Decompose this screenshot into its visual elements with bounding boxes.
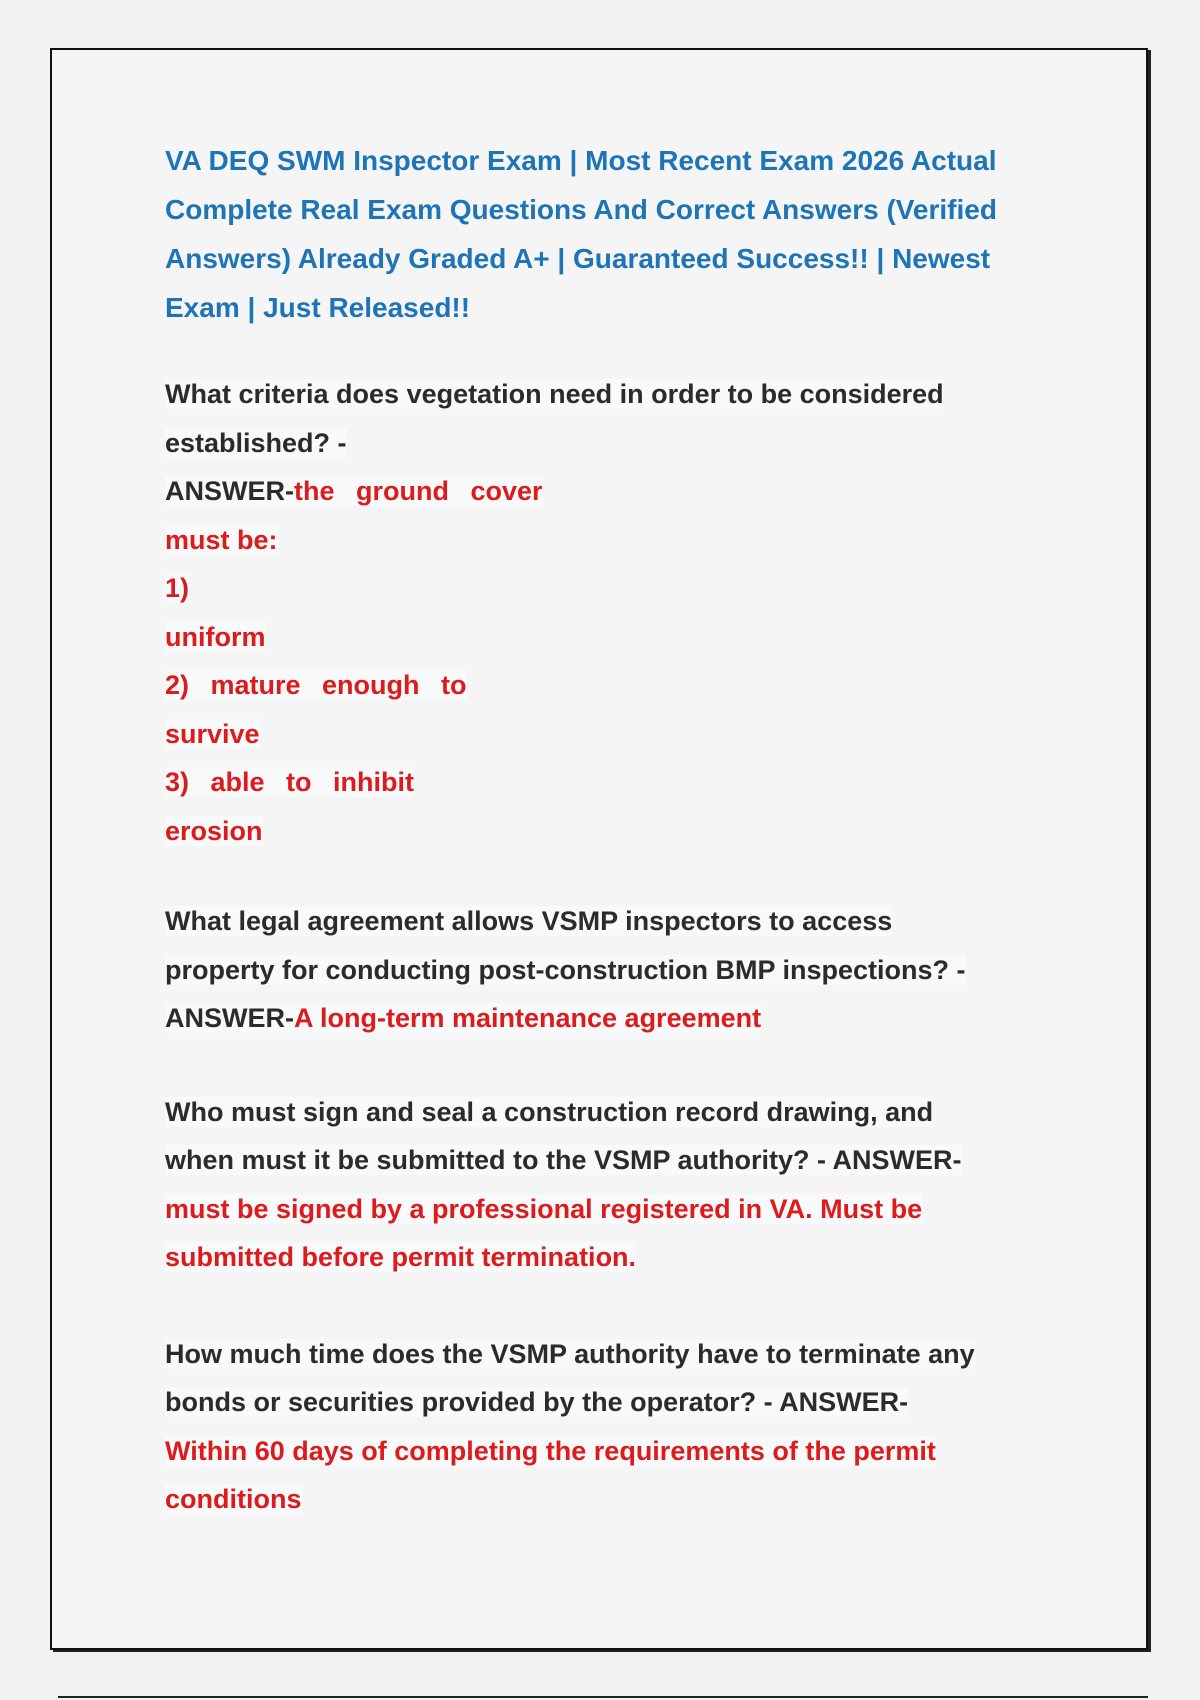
answer-label: ANSWER- — [165, 1003, 294, 1033]
answer-line: 1) — [165, 573, 190, 603]
answer-line: uniform — [165, 621, 266, 652]
title-line-2: Complete Real Exam Questions And Correct Answers (Verified — [165, 194, 997, 225]
next-page-edge — [58, 1696, 1148, 1698]
question-line: property for conducting post-construction BMP inspections? - — [165, 954, 966, 985]
qa-item-vegetation-criteria — [165, 370, 1045, 855]
answer-text: A long-term maintenance agreement — [294, 1003, 762, 1033]
question-line: How much time does the VSMP authority have to terminate any — [165, 1338, 975, 1369]
question-line: What criteria does vegetation need in order to be considered — [165, 379, 944, 409]
qa-item-bond-termination — [165, 1330, 1045, 1524]
question-line: when must it be submitted to the VSMP authority? - ANSWER- — [165, 1145, 962, 1175]
answer-line: must be: — [165, 524, 278, 555]
answer-line: submitted before permit termination. — [165, 1242, 637, 1272]
qa-item-record-drawing — [165, 1088, 1045, 1282]
answer-text: the ground cover — [294, 476, 543, 506]
question-line: established? - — [165, 427, 347, 458]
document-title — [165, 136, 1045, 332]
document-content — [165, 136, 1045, 1524]
document-page — [50, 48, 1148, 1650]
qa-item-legal-agreement — [165, 897, 1045, 1043]
title-line-3: Answers) Already Graded A+ | Guaranteed Success!! | Newest — [165, 243, 991, 274]
answer-label: ANSWER- — [165, 476, 294, 506]
answer-line: must be signed by a professional registered in VA. Must be — [165, 1193, 923, 1224]
title-line-1: VA DEQ SWM Inspector Exam | Most Recent Exam 2026 Actual — [165, 145, 997, 176]
answer-line: erosion — [165, 815, 263, 846]
question-line: What legal agreement allows VSMP inspectors to access — [165, 906, 893, 936]
answer-line: 2) mature enough to — [165, 670, 467, 700]
question-line: Who must sign and seal a construction record drawing, and — [165, 1096, 934, 1127]
title-line-4: Exam | Just Released!! — [165, 292, 471, 323]
answer-line: survive — [165, 718, 260, 749]
answer-line: conditions — [165, 1484, 302, 1514]
question-line: bonds or securities provided by the operator? - ANSWER- — [165, 1387, 909, 1417]
answer-line: Within 60 days of completing the requirements of the permit — [165, 1435, 936, 1466]
answer-line: 3) able to inhibit — [165, 767, 414, 797]
